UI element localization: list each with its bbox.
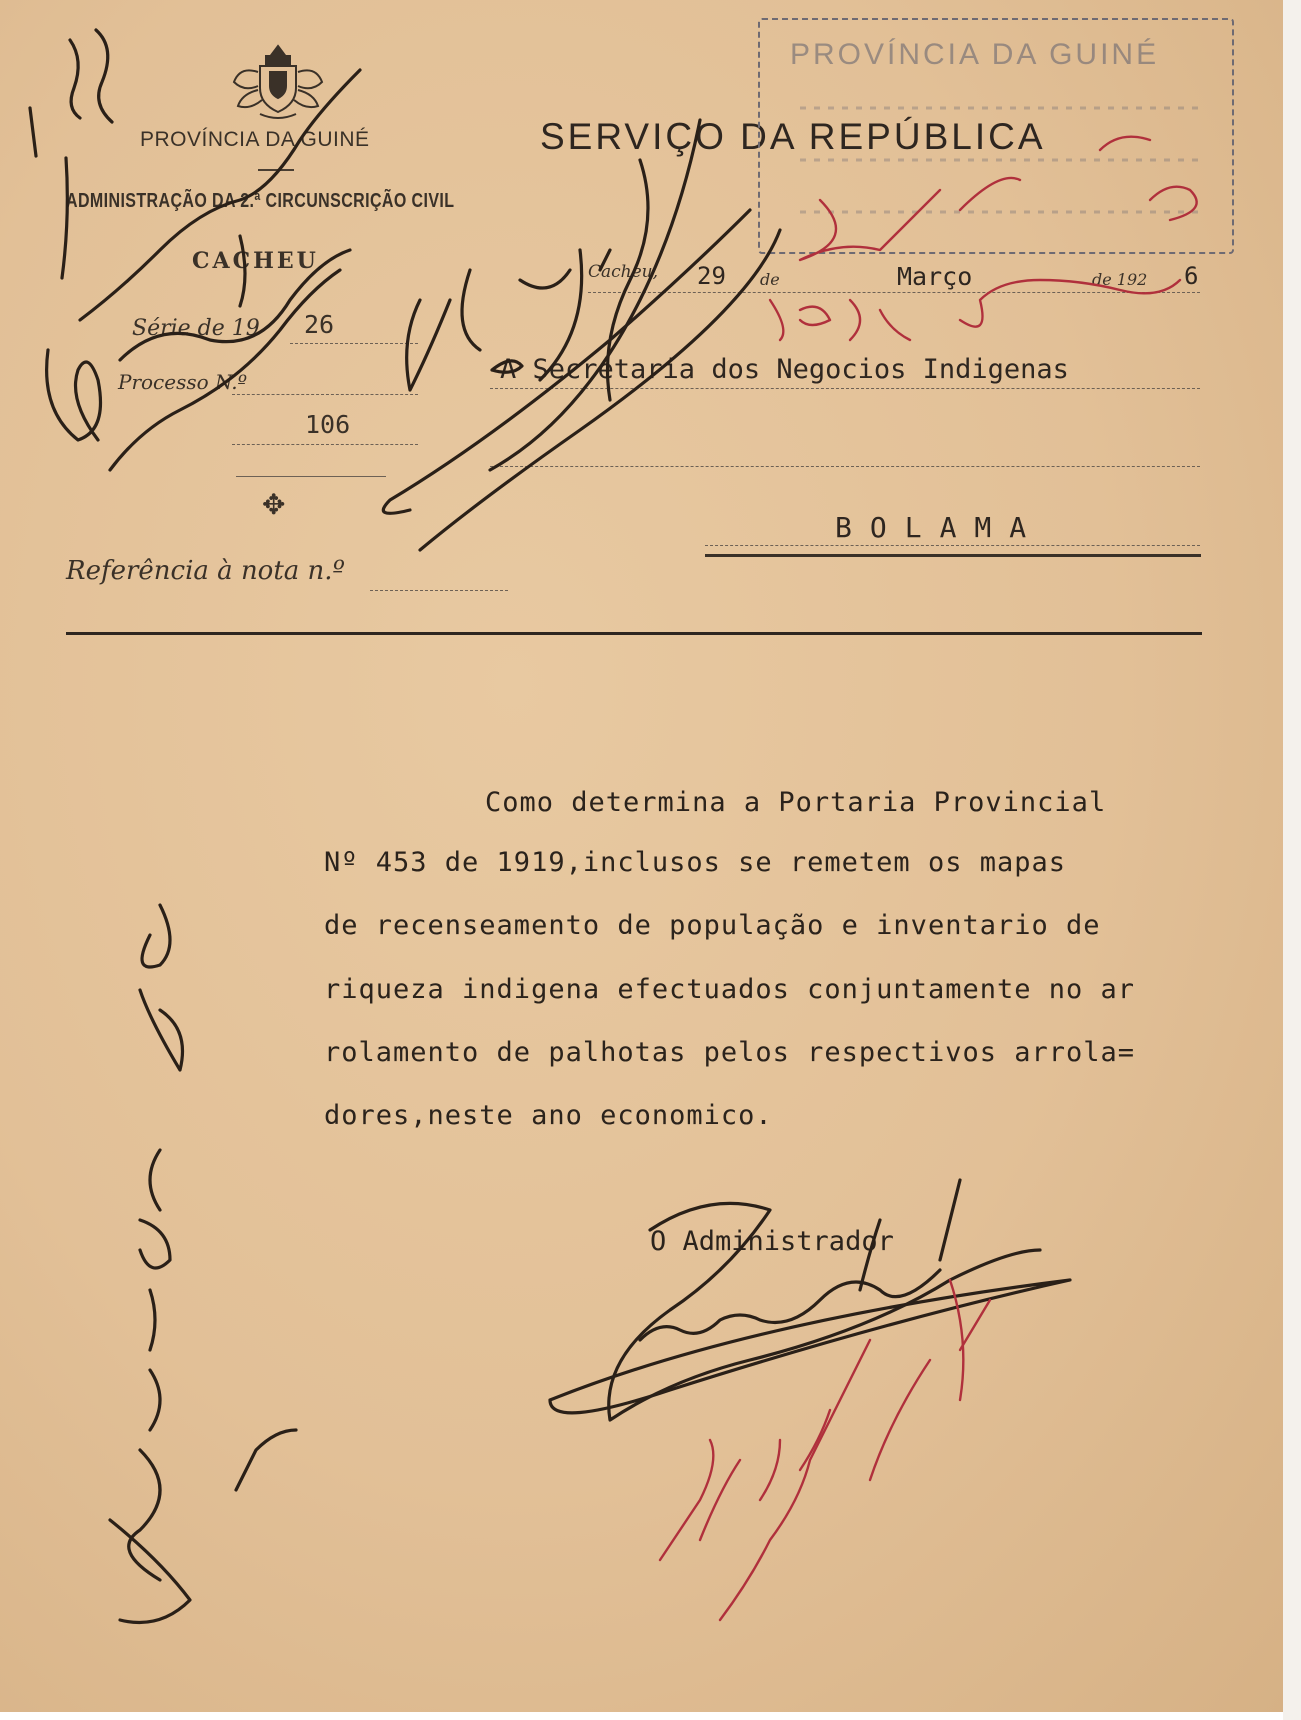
province-name: PROVÍNCIA DA GUINÉ xyxy=(140,128,370,151)
stamp-text: PROVÍNCIA DA GUINÉ xyxy=(790,38,1160,71)
processo-label: Processo N.º xyxy=(118,370,248,394)
processo-value: 106 xyxy=(305,410,351,439)
date-month: Março xyxy=(897,262,973,291)
administration-line: ADMINISTRAÇÃO DA 2.ª CIRCUNSCRIÇÃO CIVIL xyxy=(66,190,455,212)
date-de: de xyxy=(760,270,780,289)
body-line: Como determina a Portaria Provincial xyxy=(485,787,1107,818)
referencia-label: Referência à nota n.º xyxy=(66,556,345,586)
body-line: rolamento de palhotas pelos respectivos arrola= xyxy=(324,1037,1136,1068)
header-title: SERVIÇO DA REPÚBLICA xyxy=(540,116,1046,157)
body-line: Nº 453 de 1919,inclusos se remetem os mapas xyxy=(324,847,1066,878)
date-day: 29 xyxy=(697,262,726,290)
date-year-prefix: de 192 xyxy=(1092,270,1148,289)
body-line: dores,neste ano economico. xyxy=(324,1100,773,1131)
serie-value: 26 xyxy=(304,310,335,339)
place-name: CACHEU xyxy=(192,248,319,274)
paper-edge xyxy=(1283,0,1301,1720)
flourish-ornament: ✥ xyxy=(262,488,286,521)
date-city: Cacheu, xyxy=(588,262,659,282)
date-year-suffix: 6 xyxy=(1184,262,1199,290)
body-line: riqueza indigena efectuados conjuntamente no ar xyxy=(324,974,1136,1005)
serie-label: Série de 19 xyxy=(132,316,260,341)
addressee-city: BOLAMA xyxy=(835,511,1045,544)
signature-title: O Administrador xyxy=(650,1226,894,1257)
addressee-line: A Secretaria dos Negocios Indigenas xyxy=(500,354,1069,385)
body-line: de recenseamento de população e inventario de xyxy=(324,910,1101,941)
